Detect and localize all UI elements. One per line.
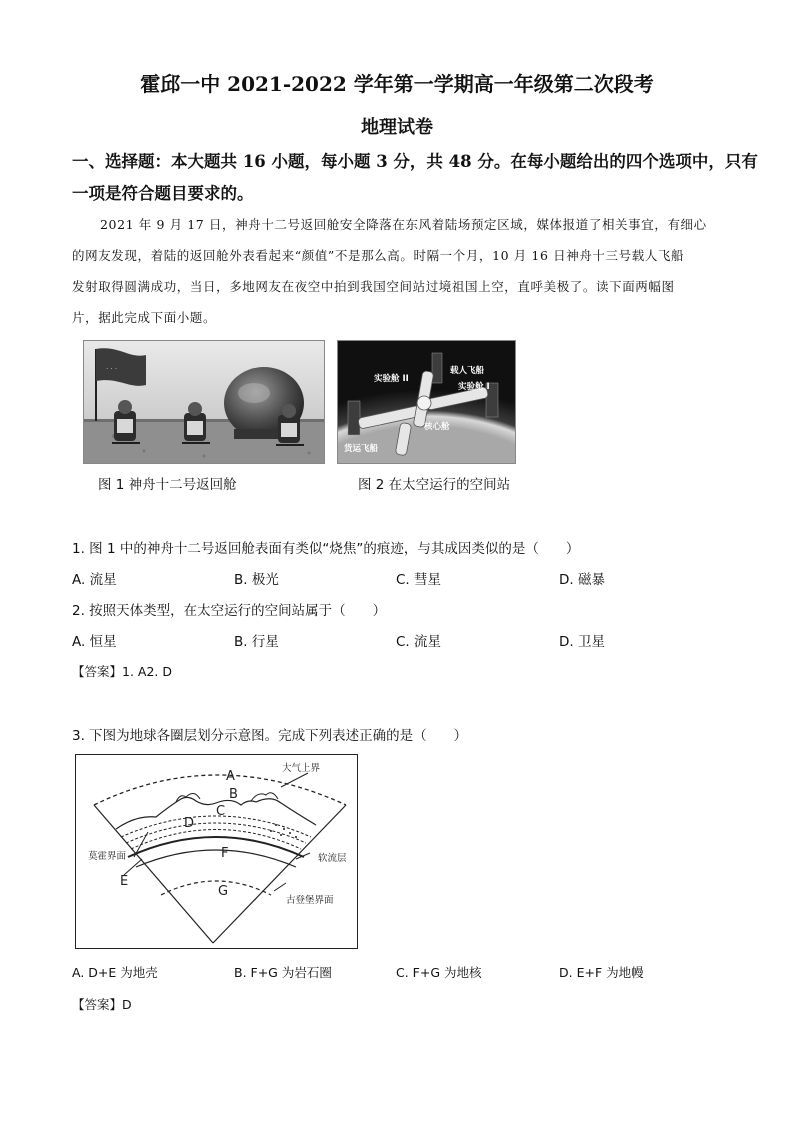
label-core-module: 核心舱	[424, 422, 450, 432]
layer-label-d: D	[184, 816, 195, 831]
layer-label-c: C	[216, 804, 226, 819]
label-atmosphere-top: 大气上界	[282, 763, 321, 774]
question-1-option-a: A. 流星	[72, 572, 117, 588]
passage-line-4: 片，据此完成下面小题。	[72, 310, 217, 325]
label-lab-module-2: 实验舱 II	[374, 374, 409, 384]
question-1-option-c: C. 彗星	[396, 572, 442, 588]
question-2-option-c: C. 流星	[396, 634, 442, 650]
exam-title: 霍邱一中 2021-2022 学年第一学期高一年级第二次段考	[140, 72, 654, 96]
layer-label-b: B	[229, 787, 238, 802]
earth-layers-diagram	[75, 754, 358, 949]
label-asthenosphere: 软流层	[318, 853, 347, 864]
question-1-option-b: B. 极光	[234, 572, 279, 588]
layer-label-f: F	[221, 846, 229, 861]
question-3-option-c: C. F+G 为地核	[396, 965, 482, 980]
question-1-option-d: D. 磁暴	[559, 572, 605, 588]
question-3-option-b: B. F+G 为岩石圈	[234, 965, 332, 980]
answer-1-2	[72, 662, 172, 680]
passage-line-3: 发射取得圆满成功，当日，多地网友在夜空中拍到我国空间站过境祖国上空，直呼美极了。读下面两幅图	[72, 279, 675, 294]
label-cargo-ship: 货运飞船	[344, 444, 379, 454]
passage-line-1: 2021 年 9 月 17 日，神舟十二号返回舱安全降落在东风着陆场预定区域，媒体报道了相关事宜，有细心	[100, 217, 707, 232]
question-3-stem: 3. 下图为地球各圈层划分示意图。完成下列表述正确的是（ ）	[72, 728, 468, 744]
question-2-option-b: B. 行星	[234, 634, 279, 650]
question-3-option-a: A. D+E 为地壳	[72, 965, 158, 980]
passage-line-2: 的网友发现，着陆的返回舱外表看起来“颜值”不是那么高。时隔一个月，10 月 16 日神舟十三号载人飞船	[72, 248, 685, 263]
answer-text: D	[122, 997, 132, 1012]
layer-label-a: A	[226, 769, 235, 784]
label-moho: 莫霍界面	[88, 851, 127, 862]
question-2-stem: 2. 按照天体类型，在太空运行的空间站属于（ ）	[72, 603, 387, 619]
label-gutenberg: 古登堡界面	[286, 895, 334, 906]
section-heading-line1: 一、选择题：本大题共 16 小题，每小题 3 分，共 48 分。在每小题给出的四个选项中，只有	[72, 152, 758, 171]
answer-3	[72, 995, 132, 1013]
question-2-option-a: A. 恒星	[72, 634, 117, 650]
question-1-stem: 1. 图 1 中的神舟十二号返回舱表面有类似“烧焦”的痕迹，与其成因类似的是（ ）	[72, 541, 580, 557]
figure-2-caption: 图 2 在太空运行的空间站	[358, 477, 511, 493]
layer-label-g: G	[218, 884, 229, 899]
space-station-image	[337, 340, 516, 464]
answer-tag: 【答案】	[72, 997, 123, 1012]
return-capsule-photo	[83, 340, 325, 464]
answer-text: 1. A2. D	[122, 664, 172, 679]
exam-subject: 地理试卷	[361, 117, 433, 138]
layer-label-e: E	[120, 874, 129, 889]
figure-1-caption: 图 1 神舟十二号返回舱	[98, 477, 237, 493]
label-crew-ship: 载人飞船	[450, 366, 485, 376]
question-3-option-d: D. E+F 为地幔	[559, 965, 644, 980]
question-2-option-d: D. 卫星	[559, 634, 605, 650]
section-heading-line2: 一项是符合题目要求的。	[72, 184, 254, 203]
label-lab-module-1: 实验舱 I	[458, 382, 490, 392]
answer-tag: 【答案】	[72, 664, 123, 679]
svg-text:· · ·: · · ·	[106, 365, 118, 373]
